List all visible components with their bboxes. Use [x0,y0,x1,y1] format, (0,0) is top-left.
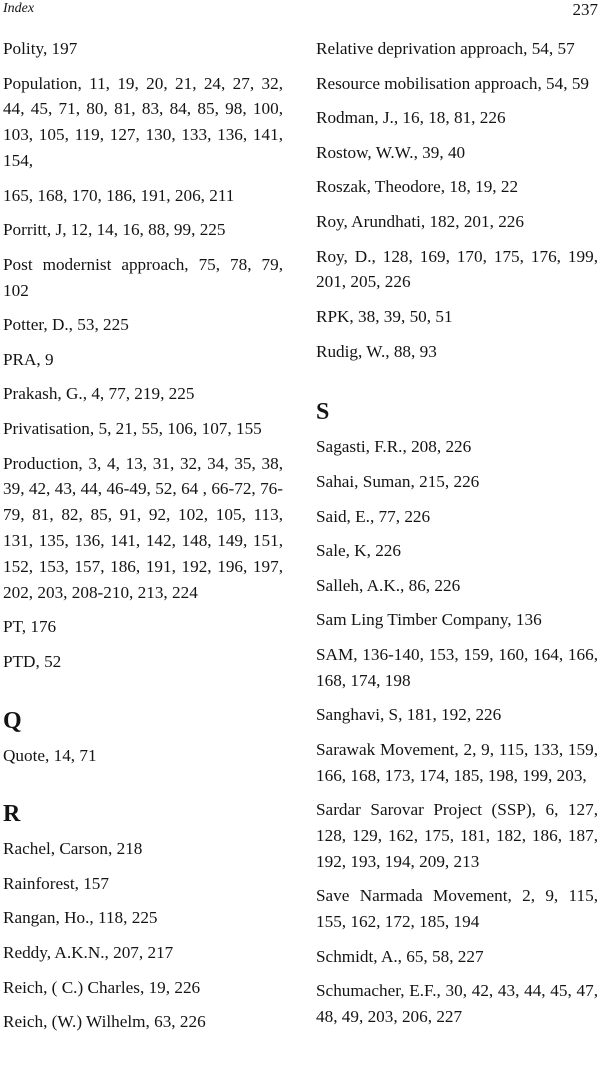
index-entry: Reich, (W.) Wilhelm, 63, 226 [3,1012,206,1032]
page-number: 237 [572,0,598,19]
index-entry: 165, 168, 170, 186, 191, 206, 211 [3,185,235,205]
index-entry: Rainforest, 157 [3,873,109,893]
index-entry: Resource mobilisation approach, 54, 59 [316,73,590,93]
index-entry: Relative deprivation approach, 54, 57 [316,39,575,58]
index-entry: SAM, 136-140, 153, 159, 160, 164, 166, 168, 174, 198 [316,644,598,690]
index-entry: Rostow, W.W., 39, 40 [316,142,466,162]
index-entry: RPK, 38, 39, 50, 51 [316,306,453,326]
index-entry: Salleh, A.K., 86, 226 [316,575,461,595]
index-entry: Sale, K, 226 [316,541,401,561]
index-entry: Reddy, A.K.N., 207, 217 [3,943,174,963]
index-entry: Sam Ling Timber Company, 136 [316,610,542,630]
index-entry: Prakash, G., 4, 77, 219, 225 [3,384,195,404]
index-entry: Production, 3, 4, 13, 31, 32, 34, 35, 38, 39, 42, 43, 44, 46-49, 52, 64 , 66-72, 76-79, 81, 82, 85, 91, 92, 102, 105, 113, 131, 135, 136, 141, 142, 148, 149, 151, 152, 153, 157, 186, 191, 192, 196, 197, 202, 203, 208-210, 213, 224 [3,453,283,602]
index-entry: Roy, D., 128, 169, 170, 175, 176, 199, 201, 205, 226 [316,246,598,292]
section-letter: R [3,801,21,828]
index-entry: Roszak, Theodore, 18, 19, 22 [316,177,519,197]
index-entry: Quote, 14, 71 [3,745,97,765]
index-column-left [3,36,283,1044]
index-column-right [316,36,598,1039]
running-head-section: Index [3,1,35,16]
index-entry: Sardar Sarovar Project (SSP), 6, 127, 128, 129, 162, 175, 181, 182, 186, 187, 192, 193, 194, 209, 213 [316,800,598,871]
index-entry: Schmidt, A., 65, 58, 227 [316,946,484,966]
index-entry: Privatisation, 5, 21, 55, 106, 107, 155 [3,418,262,438]
section-letter: S [316,399,330,426]
index-entry: Rodman, J., 16, 18, 81, 226 [316,108,506,128]
index-entry: PRA, 9 [3,349,54,369]
index-entry: Reich, ( C.) Charles, 19, 226 [3,977,201,997]
index-entry: Sanghavi, S, 181, 192, 226 [316,705,502,725]
section-letter: Q [3,707,22,734]
running-head [0,0,600,24]
index-entry: Sagasti, F.R., 208, 226 [316,437,472,457]
index-entry: PT, 176 [3,617,57,637]
index-entry: Rangan, Ho., 118, 225 [3,908,158,928]
index-entry: Potter, D., 53, 225 [3,315,129,335]
index-entry: Sahai, Suman, 215, 226 [316,471,480,491]
index-entry: Post modernist approach, 75, 78, 79, 102 [3,254,283,300]
index-entry: Porritt, J, 12, 14, 16, 88, 99, 225 [3,220,226,240]
index-entry: Rachel, Carson, 218 [3,839,143,859]
index-entry: Save Narmada Movement, 2, 9, 115, 155, 162, 172, 185, 194 [316,886,598,932]
index-entry: Schumacher, E.F., 30, 42, 43, 44, 45, 47, 48, 49, 203, 206, 227 [316,981,598,1027]
index-entry: Sarawak Movement, 2, 9, 115, 133, 159, 166, 168, 173, 174, 185, 198, 199, 203, [316,739,598,785]
index-entry: Said, E., 77, 226 [316,506,431,526]
index-entry: Polity, 197 [3,39,78,58]
index-entry: PTD, 52 [3,651,62,671]
index-entry: Roy, Arundhati, 182, 201, 226 [316,211,524,231]
index-entry: Population, 11, 19, 20, 21, 24, 27, 32, 44, 45, 71, 80, 81, 83, 84, 85, 98, 100, 103, 105, 119, 127, 130, 133, 136, 141, 154, [3,73,283,170]
index-entry: Rudig, W., 88, 93 [316,341,437,361]
